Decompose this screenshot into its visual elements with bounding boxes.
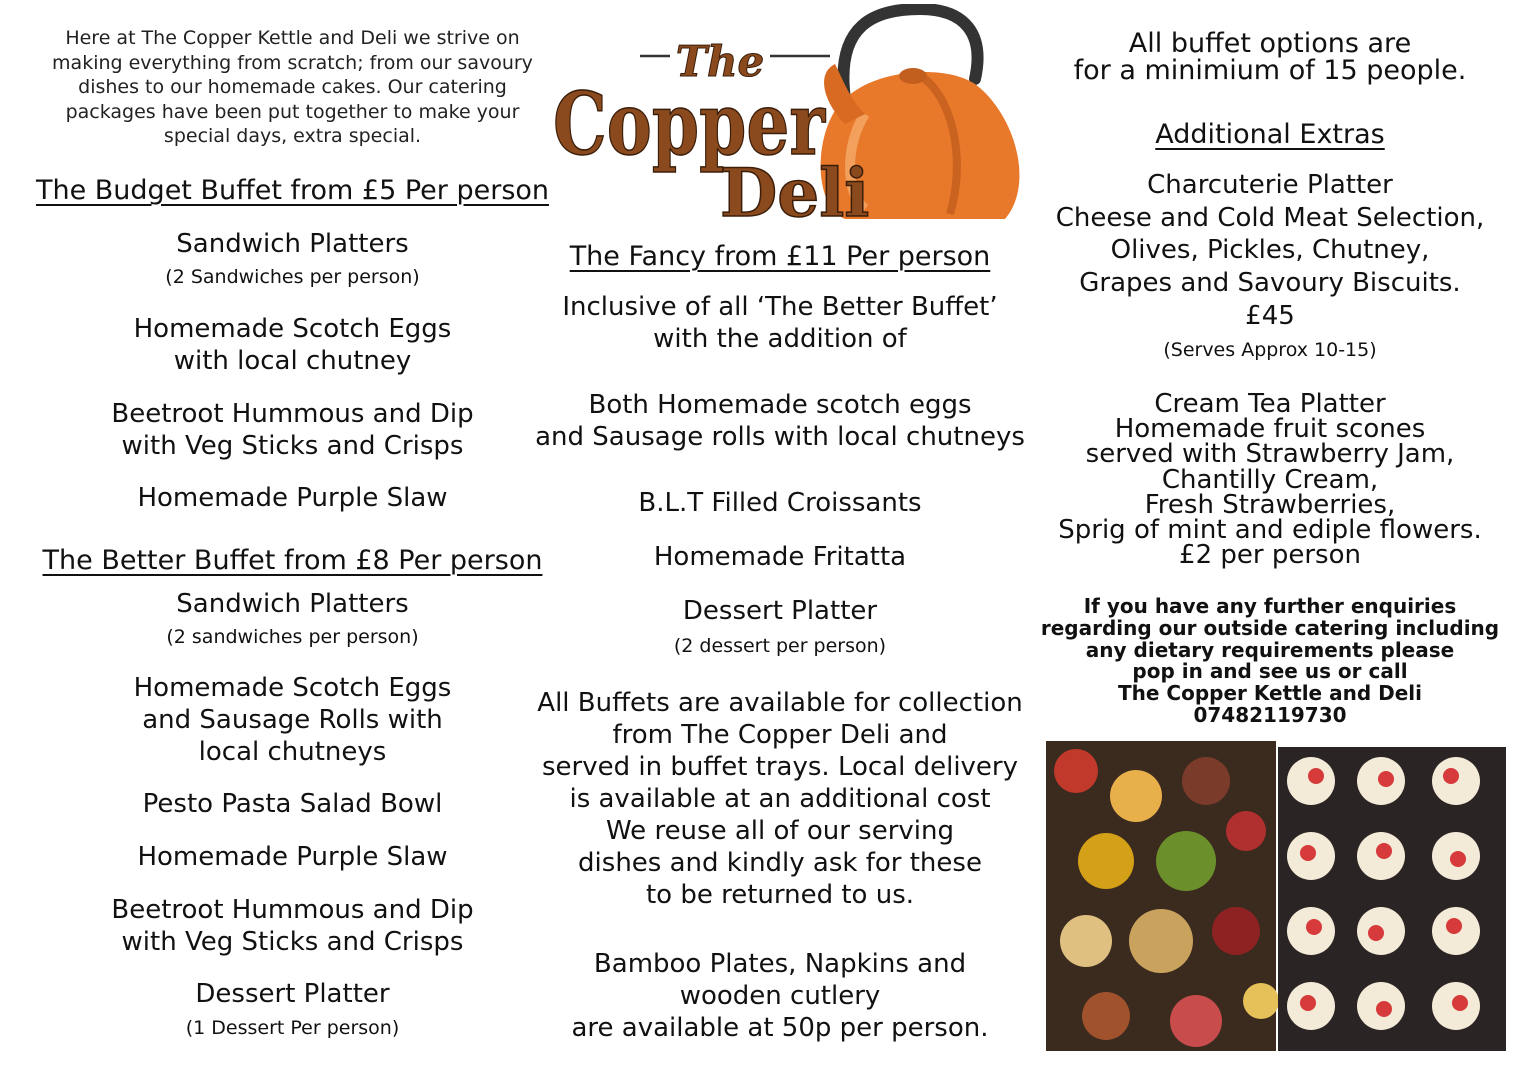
better-item-2: Homemade Scotch Eggs and Sausage Rolls with local chutneys bbox=[133, 673, 452, 767]
budget-heading: The Budget Buffet from £5 Per person bbox=[35, 175, 550, 206]
extras-heading: Additional Extras bbox=[1155, 119, 1385, 150]
kettle-icon bbox=[545, 4, 1025, 234]
fancy-heading: The Fancy from £11 Per person bbox=[569, 241, 991, 272]
better-item-5: Beetroot Hummous and Dip with Veg Sticks and Crisps bbox=[111, 895, 474, 957]
collection-text: All Buffets are available for collection from The Copper Deli and served in buffet trays. Local delivery is available at an additional cost We reuse all of our serving dishes and kindly ask for these to be returned to us. bbox=[537, 688, 1023, 910]
minimum-notice: All buffet options are for a minimium of 15 people. bbox=[1073, 28, 1467, 86]
fancy-item-1: Both Homemade scotch eggs and Sausage rolls with local chutneys bbox=[535, 390, 1025, 452]
fancy-item-2: B.L.T Filled Croissants bbox=[638, 488, 922, 518]
fancy-item-4-note: (2 dessert per person) bbox=[673, 635, 887, 657]
fancy-item-3: Homemade Fritatta bbox=[653, 542, 907, 572]
budget-item-2: Homemade Scotch Eggs with local chutney bbox=[133, 314, 452, 376]
better-item-1: Sandwich Platters bbox=[176, 589, 409, 619]
better-item-6: Dessert Platter bbox=[195, 979, 390, 1009]
better-item-1-note: (2 sandwiches per person) bbox=[166, 626, 419, 648]
enquiries-text: If you have any further enquiries regarding our outside catering including any dietary requirements please pop in and see us or call The Copper Kettle and Deli 07482119730 bbox=[1040, 594, 1500, 727]
budget-item-3: Beetroot Hummous and Dip with Veg Sticks and Crisps bbox=[111, 399, 474, 461]
fancy-item-4: Dessert Platter bbox=[682, 596, 878, 626]
better-item-6-note: (1 Dessert Per person) bbox=[185, 1017, 400, 1039]
budget-item-1-note: (2 Sandwiches per person) bbox=[165, 266, 420, 288]
bamboo-text: Bamboo Plates, Napkins and wooden cutlery are available at 50p per person. bbox=[571, 949, 989, 1043]
logo-line-3: Deli bbox=[720, 154, 870, 232]
better-heading: The Better Buffet from £8 Per person bbox=[42, 545, 543, 576]
better-item-4: Homemade Purple Slaw bbox=[137, 842, 448, 872]
budget-item-4: Homemade Purple Slaw bbox=[137, 483, 448, 513]
copper-deli-logo bbox=[545, 4, 1025, 234]
logo-line-1: The bbox=[675, 37, 765, 86]
fancy-intro: Inclusive of all ‘The Better Buffet’ with the addition of bbox=[562, 292, 998, 354]
charcuterie-note: (Serves Approx 10-15) bbox=[1163, 339, 1377, 361]
logo-line-2: Copper bbox=[553, 74, 827, 175]
cream-tea-text: Cream Tea Platter Homemade fruit scones served with Strawberry Jam, Chantilly Cream, Fresh Strawberries, Sprig of mint and ediple flowers. £2 per person bbox=[1058, 389, 1482, 571]
better-item-3: Pesto Pasta Salad Bowl bbox=[142, 789, 443, 819]
intro-text: Here at The Copper Kettle and Deli we strive on making everything from scratch; from our savoury dishes to our homemade cakes. Our catering packages have been put together to make your special days, extra special. bbox=[52, 27, 533, 147]
charcuterie-text: Charcuterie Platter Cheese and Cold Meat Selection, Olives, Pickles, Chutney, Grapes and Savoury Biscuits. £45 bbox=[1055, 170, 1485, 331]
budget-item-1: Sandwich Platters bbox=[176, 229, 409, 259]
food-photo-icon bbox=[1046, 741, 1506, 1051]
